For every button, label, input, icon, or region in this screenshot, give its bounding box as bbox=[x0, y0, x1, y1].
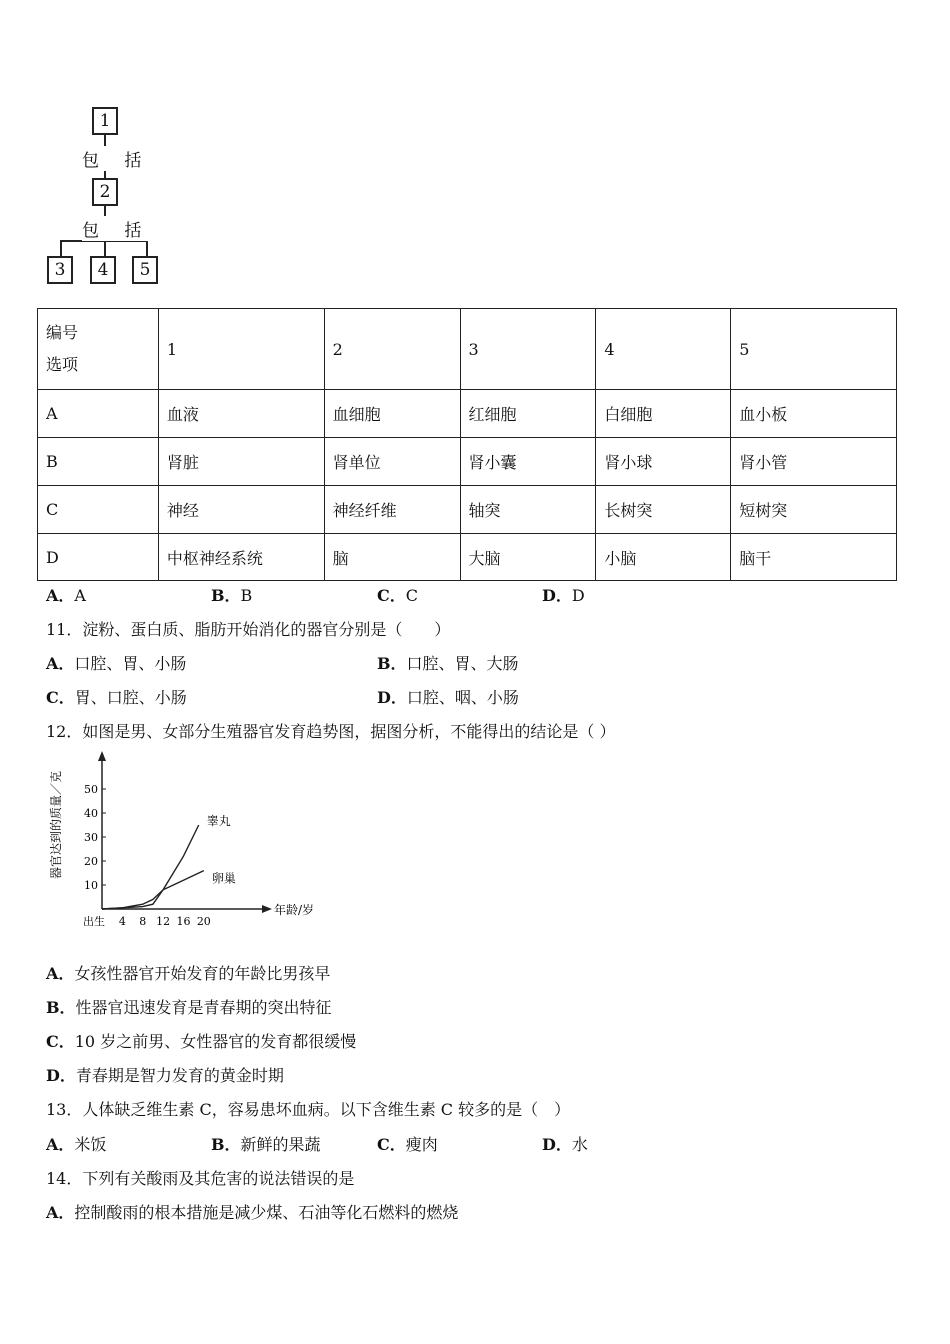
q13-stem: 13．人体缺乏维生素 C，容易患坏血病。以下含维生素 C 较多的是（ ） bbox=[46, 1100, 571, 1119]
x-axis-arrow bbox=[262, 905, 272, 913]
table-row bbox=[38, 486, 897, 534]
row-key: B bbox=[38, 438, 159, 486]
y-tick-label: 40 bbox=[84, 807, 98, 820]
x-tick-label: 8 bbox=[139, 915, 147, 928]
q10-option-c[interactable]: C．C bbox=[377, 586, 418, 605]
table-cell: 肾脏 bbox=[158, 438, 324, 486]
table-cell: 大脑 bbox=[460, 534, 596, 581]
diagram-box-5: 5 bbox=[132, 256, 158, 284]
y-tick-label: 50 bbox=[84, 783, 98, 796]
connector-line bbox=[104, 240, 106, 256]
connector-line bbox=[146, 240, 148, 256]
header-cell: 5 bbox=[731, 309, 897, 390]
q11-stem: 11．淀粉、蛋白质、脂肪开始消化的器官分别是（ ） bbox=[46, 620, 451, 639]
x-tick-label: 20 bbox=[196, 915, 211, 928]
q10-option-b[interactable]: B．B bbox=[211, 586, 253, 605]
y-axis-arrow bbox=[98, 751, 106, 761]
series-line-testis bbox=[102, 825, 199, 909]
x-tick-label: 出生 bbox=[83, 915, 105, 928]
connector-line bbox=[60, 240, 62, 256]
table-cell: 长树突 bbox=[596, 486, 731, 534]
table-row bbox=[38, 534, 897, 581]
row-key: A bbox=[38, 390, 159, 438]
q13-option-b[interactable]: B．新鲜的果蔬 bbox=[211, 1135, 321, 1154]
table-cell: 脑 bbox=[324, 534, 460, 581]
q12-option-d[interactable]: D．青春期是智力发育的黄金时期 bbox=[46, 1066, 284, 1085]
q12-option-a[interactable]: A．女孩性器官开始发育的年龄比男孩早 bbox=[46, 964, 331, 983]
q13-option-a[interactable]: A．米饭 bbox=[46, 1135, 107, 1154]
table-cell: 中枢神经系统 bbox=[158, 534, 324, 581]
table-cell: 血小板 bbox=[731, 390, 897, 438]
y-axis-label: 器官达到的质量／克 bbox=[49, 770, 63, 879]
header-cell: 4 bbox=[596, 309, 731, 390]
table-cell: 脑干 bbox=[731, 534, 897, 581]
row-key: D bbox=[38, 534, 159, 581]
header-cell: 2 bbox=[324, 309, 460, 390]
table-row bbox=[38, 390, 897, 438]
row-key: C bbox=[38, 486, 159, 534]
table-cell: 血细胞 bbox=[324, 390, 460, 438]
table-cell: 肾小囊 bbox=[460, 438, 596, 486]
diagram-box-4: 4 bbox=[90, 256, 116, 284]
q12-stem: 12．如图是男、女部分生殖器官发育趋势图，据图分析，不能得出的结论是（ ） bbox=[46, 722, 616, 741]
q10-option-d[interactable]: D．D bbox=[542, 586, 585, 605]
q13-option-c[interactable]: C．瘦肉 bbox=[377, 1135, 438, 1154]
x-tick-label: 16 bbox=[176, 915, 191, 928]
table-cell: 小脑 bbox=[596, 534, 731, 581]
table-cell: 白细胞 bbox=[596, 390, 731, 438]
q11-option-d[interactable]: D．口腔、咽、小肠 bbox=[377, 688, 519, 707]
connector-label: 包 括 bbox=[82, 146, 151, 171]
table-header-row bbox=[38, 309, 897, 390]
diagram-box-1: 1 bbox=[92, 107, 118, 135]
q11-option-b[interactable]: B．口腔、胃、大肠 bbox=[377, 654, 519, 673]
diagram-box-3: 3 bbox=[47, 256, 73, 284]
q10-option-a[interactable]: A．A bbox=[46, 586, 86, 605]
header-cell: 3 bbox=[460, 309, 596, 390]
q13-option-d[interactable]: D．水 bbox=[542, 1135, 588, 1154]
x-tick-label: 12 bbox=[156, 915, 171, 928]
q14-option-a[interactable]: A．控制酸雨的根本措施是减少煤、石油等化石燃料的燃烧 bbox=[46, 1203, 459, 1222]
table-cell: 红细胞 bbox=[460, 390, 596, 438]
y-tick-label: 20 bbox=[84, 855, 98, 868]
q14-stem: 14．下列有关酸雨及其危害的说法错误的是 bbox=[46, 1169, 355, 1188]
diagram-box-2: 2 bbox=[92, 178, 118, 206]
table-cell: 轴突 bbox=[460, 486, 596, 534]
q11-option-a[interactable]: A．口腔、胃、小肠 bbox=[46, 654, 187, 673]
q12-option-b[interactable]: B．性器官迅速发育是青春期的突出特征 bbox=[46, 998, 332, 1017]
organ-growth-chart bbox=[40, 745, 315, 940]
y-tick-label: 10 bbox=[84, 879, 98, 892]
connector-label: 包 括 bbox=[82, 216, 151, 241]
table-cell: 肾小球 bbox=[596, 438, 731, 486]
table-cell: 短树突 bbox=[731, 486, 897, 534]
series-label: 睾丸 bbox=[206, 814, 231, 828]
q11-option-c[interactable]: C．胃、口腔、小肠 bbox=[46, 688, 187, 707]
y-tick-label: 30 bbox=[84, 831, 98, 844]
table-cell: 肾单位 bbox=[324, 438, 460, 486]
options-table bbox=[37, 308, 897, 581]
q12-option-c[interactable]: C．10 岁之前男、女性器官的发育都很缓慢 bbox=[46, 1032, 357, 1051]
header-cell: 1 bbox=[158, 309, 324, 390]
x-tick-label: 4 bbox=[118, 915, 126, 928]
table-corner-cell bbox=[38, 309, 159, 390]
corner-bottom-label: 选项 bbox=[46, 355, 79, 374]
table-cell: 神经纤维 bbox=[324, 486, 460, 534]
corner-top-label: 编号 bbox=[46, 323, 79, 342]
table-cell: 肾小管 bbox=[731, 438, 897, 486]
x-axis-label: 年龄/岁 bbox=[274, 903, 315, 917]
table-row bbox=[38, 438, 897, 486]
table-cell: 神经 bbox=[158, 486, 324, 534]
series-label: 卵巢 bbox=[211, 871, 236, 886]
table-cell: 血液 bbox=[158, 390, 324, 438]
